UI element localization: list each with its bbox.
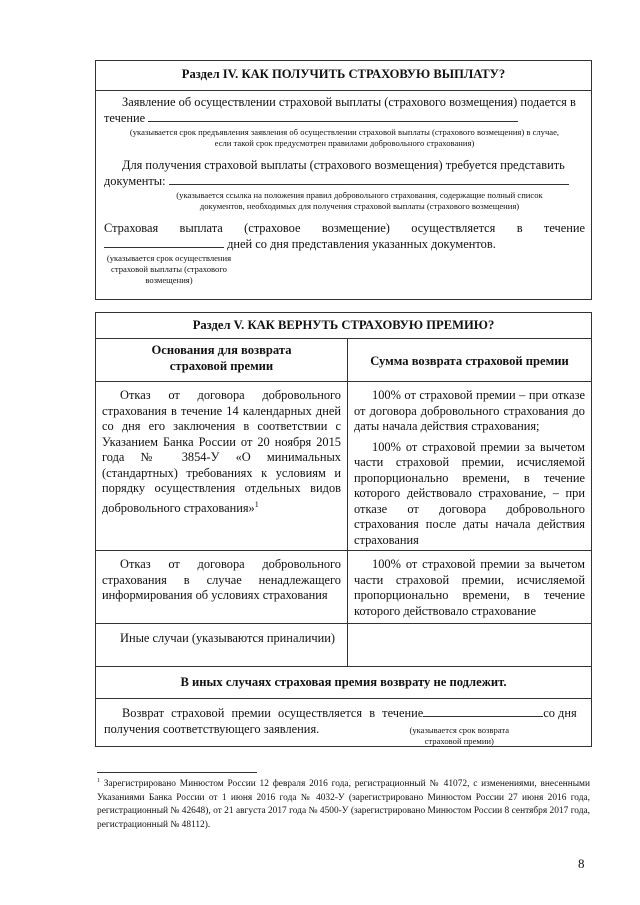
refund-row <box>96 698 591 747</box>
table-row <box>96 550 591 623</box>
refund-deadline-field[interactable] <box>423 705 543 717</box>
documents-note: (указывается ссылка на положения правил добровольного страхования, содержащие полный список документов, необходимых для получения страховой выплаты (страхового возмещения) <box>176 189 543 211</box>
claim-note: (указывается срок предъявления заявления об осуществлении страховой выплаты (страхового возмещения) в случае, если такой срок предусмотрен правилами добровольного страхования) <box>129 126 560 148</box>
documents-text: Для получения страховой выплаты (страхового возмещения) требуется представить <box>122 157 565 172</box>
refund-line2: получения соответствующего заявления. (указывается срок возврата страховой премии) <box>104 722 585 747</box>
col-basis-header: Основания для возврата страховой премии <box>96 339 348 381</box>
footnote-divider <box>97 772 257 773</box>
claim-line: течение <box>104 110 585 127</box>
amount-cell <box>348 624 591 666</box>
documents-line: документы: <box>104 173 585 190</box>
col-amount-header: Сумма возврата страховой премии <box>370 354 569 368</box>
payment-days-field[interactable] <box>104 236 224 248</box>
table-row <box>96 381 591 550</box>
section-4-box <box>95 60 592 300</box>
amount-cell <box>348 382 591 550</box>
table-row <box>96 623 591 666</box>
amount-text: 100% от страховой премии за вычетом части страховой премии, исчисляемой пропорционально времени, в течение которого действовало страхование, – при отказе от договора добровольного страхования после даты начала действия страхования <box>354 439 585 547</box>
amount-cell: 100% от страховой премии за вычетом части страховой премии, исчисляемой пропорционально времени, в течение которого действовало страхование <box>354 557 585 618</box>
table-header <box>96 338 591 381</box>
refund-text: Возврат страховой премии осуществляется в течение со дня <box>122 706 577 720</box>
basis-cell: Отказ от договора добровольного страхования в случае ненадлежащего информирования об условиях страхования <box>96 551 348 623</box>
payment-line: дней со дня представления указанных документов. <box>104 236 585 253</box>
section-4-title: Раздел IV. КАК ПОЛУЧИТЬ СТРАХОВУЮ ВЫПЛАТУ? <box>96 61 591 91</box>
no-refund-row: В иных случаях страховая премия возврату не подлежит. <box>96 666 591 698</box>
section-5-title: Раздел V. КАК ВЕРНУТЬ СТРАХОВУЮ ПРЕМИЮ? <box>192 318 495 332</box>
section-5-box <box>95 312 592 747</box>
basis-cell: Иные случаи (указываются приналичии) <box>96 624 348 666</box>
payment-text: Страховая выплата (страховое возмещение) осуществляется в течение <box>104 220 585 235</box>
footnote-ref[interactable]: 1 <box>254 499 259 509</box>
claim-text: Заявление об осуществлении страховой выплаты (страхового возмещения) подается в <box>122 94 576 109</box>
refund-note: (указывается срок возврата страховой премии) <box>409 724 510 746</box>
basis-cell: Отказ от договора добровольного страхования в течение 14 календарных дней со дня его заключения в соответствии с Указанием Банка России от 20 ноября 2015 года № 3854-У «О минимальных (стандартных) требованиях к условиям и порядку осуществления отдельных видов добровольного страхования»$^1$ <box>96 382 348 550</box>
amount-text: 100% от страховой премии – при отказе от договора добровольного страхования до даты начала действия страхования; <box>354 388 585 433</box>
claim-deadline-field[interactable] <box>148 110 518 122</box>
documents-field[interactable] <box>169 173 569 185</box>
page-number: 8 <box>578 856 585 871</box>
payment-note: (указывается срок осуществления страховой выплаты (страхового возмещения) <box>106 252 232 285</box>
footnote: $^1$ Зарегистрировано Минюстом России 12 февраля 2016 года, регистрационный № 41072, с изменениями, внесенными Указаниями Банка России от 1 июня 2016 года № 4032-У (зарегистрировано Минюстом России 27 июня 2016 года, регистрационный № 42648), от 21 августа 2017 года № 4500-У (зарегистрировано Минюстом России 8 сентября 2017 года, регистрационный № 48112). <box>97 778 591 830</box>
